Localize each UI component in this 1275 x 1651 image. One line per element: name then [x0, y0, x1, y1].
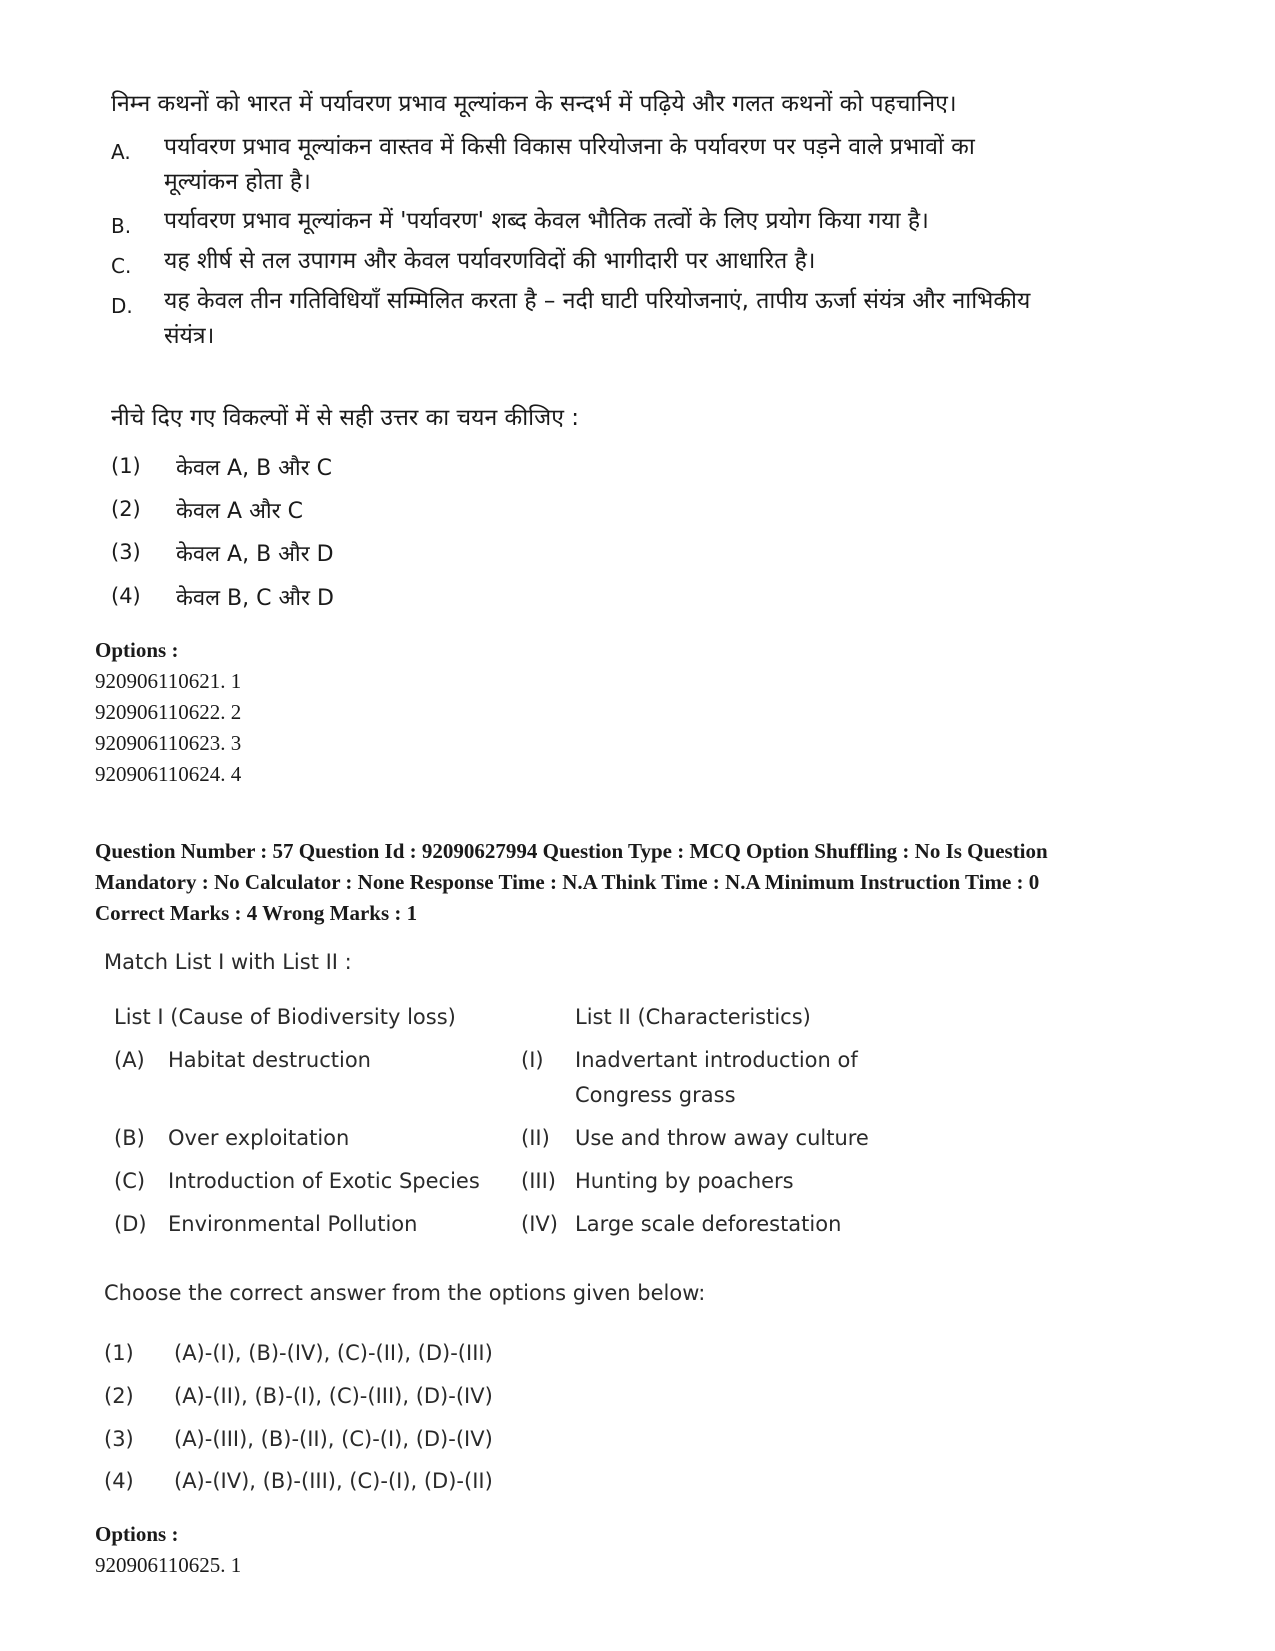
match-choose-instruction: Choose the correct answer from the options given below: [104, 1281, 706, 1305]
match-choice-number: (3) [104, 1427, 134, 1451]
hindi-choose-instruction: नीचे दिए गए विकल्पों में से सही उत्तर का चयन कीजिए : [111, 405, 579, 431]
list2-text: Large scale deforestation [575, 1212, 842, 1236]
hindi-choice-text: केवल B, C और D [176, 586, 334, 611]
match-choice-number: (4) [104, 1469, 134, 1493]
list1-text: Environmental Pollution [168, 1212, 418, 1236]
option-line: 920906110623. 3 [95, 731, 242, 755]
list2-header: List II (Characteristics) [575, 1005, 811, 1029]
list2-label: (III) [521, 1169, 556, 1193]
hindi-choice-number: (4) [111, 584, 141, 608]
list1-text: Habitat destruction [168, 1048, 371, 1072]
option-line: 920906110622. 2 [95, 700, 242, 724]
match-prompt: Match List I with List II : [104, 950, 352, 974]
list1-text: Over exploitation [168, 1126, 350, 1150]
list1-label: (A) [114, 1048, 145, 1072]
question-meta [95, 836, 1195, 929]
match-choice-number: (2) [104, 1384, 134, 1408]
option-line: 920906110625. 1 [95, 1553, 242, 1577]
statement-letter-d: D. [111, 294, 133, 318]
question-meta-line: Question Number : 57 Question Id : 92090627994 Question Type : MCQ Option Shuffling : No Is Question [95, 839, 1048, 863]
statement-text-b: पर्यावरण प्रभाव मूल्यांकन में 'पर्यावरण' शब्द केवल भौतिक तत्वों के लिए प्रयोग किया गया है। [164, 208, 929, 234]
statement-letter-b: B. [111, 214, 132, 238]
list2-label: (IV) [521, 1212, 558, 1236]
match-choice-text: (A)-(IV), (B)-(III), (C)-(I), (D)-(II) [174, 1469, 493, 1493]
list2-text: Use and throw away culture [575, 1126, 869, 1150]
statement-letter-c: C. [111, 254, 132, 278]
list1-label: (C) [114, 1169, 146, 1193]
statement-text-a: पर्यावरण प्रभाव मूल्यांकन वास्तव में किसी विकास परियोजना के पर्यावरण पर पड़ने वाले प्रभावों का मूल्यांकन होता है। [164, 134, 975, 195]
question-meta-line: Correct Marks : 4 Wrong Marks : 1 [95, 901, 418, 925]
options-heading: Options : [95, 638, 179, 662]
list1-label: (D) [114, 1212, 147, 1236]
hindi-choice-text: केवल A, B और C [176, 456, 333, 481]
list2-text: Hunting by poachers [575, 1169, 794, 1193]
list2-label: (II) [521, 1126, 550, 1150]
list1-text: Introduction of Exotic Species [168, 1169, 480, 1193]
match-choice-text: (A)-(II), (B)-(I), (C)-(III), (D)-(IV) [174, 1384, 493, 1408]
list2-label: (I) [521, 1048, 544, 1072]
hindi-choice-text: केवल A और C [176, 499, 303, 524]
statement-text-d: यह केवल तीन गतिविधियाँ सम्मिलित करता है – नदी घाटी परियोजनाएं, तापीय ऊर्जा संयंत्र और नाभिकीय संयंत्र। [164, 288, 1031, 349]
hindi-question-intro: निम्न कथनों को भारत में पर्यावरण प्रभाव मूल्यांकन के सन्दर्भ में पढ़िये और गलत कथनों को पहचानिए। [111, 91, 957, 117]
hindi-choice-number: (3) [111, 540, 141, 564]
list1-label: (B) [114, 1126, 145, 1150]
list2-text: Inadvertant introduction of [575, 1048, 858, 1072]
option-line: 920906110621. 1 [95, 669, 242, 693]
options-heading: Options : [95, 1522, 179, 1546]
question-meta-line: Mandatory : No Calculator : None Response Time : N.A Think Time : N.A Minimum Instruction Time : 0 [95, 870, 1040, 894]
statement-letter-a: A. [111, 140, 131, 164]
hindi-choice-number: (2) [111, 497, 141, 521]
hindi-choice-text: केवल A, B और D [176, 542, 334, 567]
hindi-choice-number: (1) [111, 454, 141, 478]
match-choice-text: (A)-(III), (B)-(II), (C)-(I), (D)-(IV) [174, 1427, 493, 1451]
match-choice-text: (A)-(I), (B)-(IV), (C)-(II), (D)-(III) [174, 1341, 493, 1365]
list1-header: List I (Cause of Biodiversity loss) [114, 1005, 456, 1029]
statement-text-c: यह शीर्ष से तल उपागम और केवल पर्यावरणविदों की भागीदारी पर आधारित है। [164, 248, 816, 274]
option-line: 920906110624. 4 [95, 762, 242, 786]
match-choice-number: (1) [104, 1341, 134, 1365]
list2-text-continued: Congress grass [575, 1083, 736, 1107]
